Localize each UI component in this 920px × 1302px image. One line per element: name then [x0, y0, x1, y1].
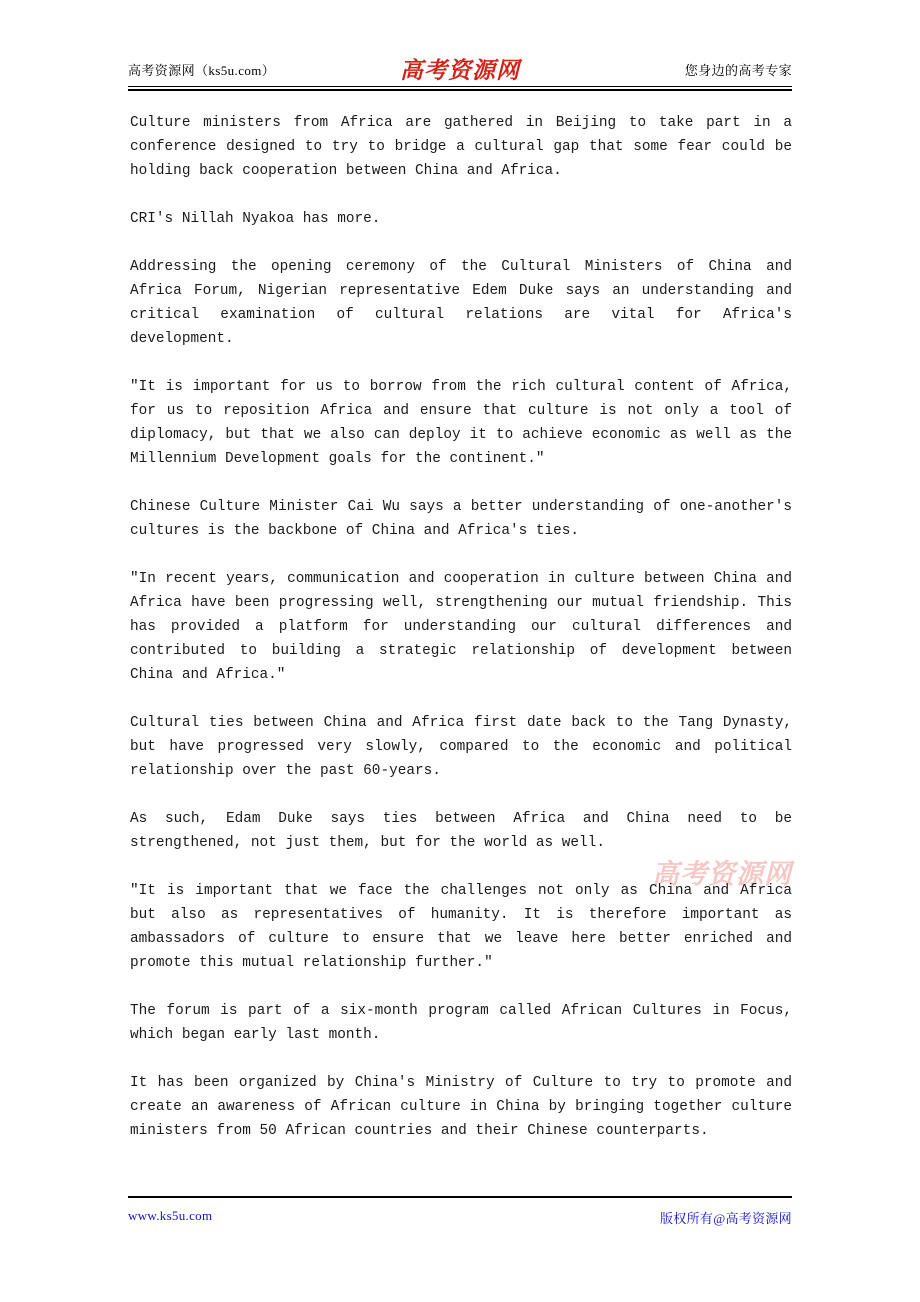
watermark-logo: 高考资源网 [652, 859, 792, 889]
header-row [128, 52, 792, 82]
footer-divider [128, 1196, 792, 1198]
paragraph: The forum is part of a six-month program called African Cultures in Focus, which began early last month. [130, 1003, 792, 1043]
header-divider-thin [128, 86, 792, 87]
paragraph: CRI's Nillah Nyakoa has more. [130, 211, 381, 227]
paragraph: "It is important for us to borrow from the rich cultural content of Africa, for us to reposition Africa and ensure that culture is not only a tool of diplomacy, but that we also can deploy it to achieve economic as well as the Millennium Development goals for the continent." [130, 379, 792, 467]
document-body [130, 111, 792, 1143]
paragraph: As such, Edam Duke says ties between Africa and China need to be strengthened, not just them, but for the world as well. [130, 811, 792, 851]
paragraph: "It is important that we face the challenges not only as China and Africa but also as representatives of humanity. It is therefore important as ambassadors of culture to ensure that we leave here better enriched and promote this mutual relationship further." [130, 883, 792, 971]
footer-copyright: 版权所有@高考资源网 [660, 1211, 792, 1226]
page-header [128, 52, 792, 92]
header-site-name: 高考资源网（ks5u.com） [128, 63, 276, 78]
paragraph: "In recent years, communication and cooperation in culture between China and Africa have been progressing well, strengthening our mutual friendship. This has provided a platform for understanding our cultural differences and contributed to building a strategic relationship of development between China and Africa." [130, 571, 792, 683]
paragraph: Cultural ties between China and Africa first date back to the Tang Dynasty, but have progressed very slowly, compared to the economic and political relationship over the past 60-years. [130, 715, 792, 779]
header-logo: 高考资源网 [400, 58, 520, 83]
paragraph: Addressing the opening ceremony of the Cultural Ministers of China and Africa Forum, Nigerian representative Edem Duke says an understanding and critical examination of cultural relations are vital for Africa's development. [130, 259, 792, 347]
header-tagline: 您身边的高考专家 [684, 63, 792, 78]
footer-website-link[interactable]: www.ks5u.com [128, 1208, 213, 1223]
paragraph: Culture ministers from Africa are gathered in Beijing to take part in a conference designed to try to bridge a cultural gap that some fear could be holding back cooperation between China and Africa. [130, 115, 792, 179]
paragraph: Chinese Culture Minister Cai Wu says a better understanding of one-another's cultures is the backbone of China and Africa's ties. [130, 499, 792, 539]
paragraph: It has been organized by China's Ministry of Culture to try to promote and create an awareness of African culture in China by bringing together culture ministers from 50 African countries and their Chinese counterparts. [130, 1075, 792, 1139]
header-divider-thick [128, 89, 792, 91]
